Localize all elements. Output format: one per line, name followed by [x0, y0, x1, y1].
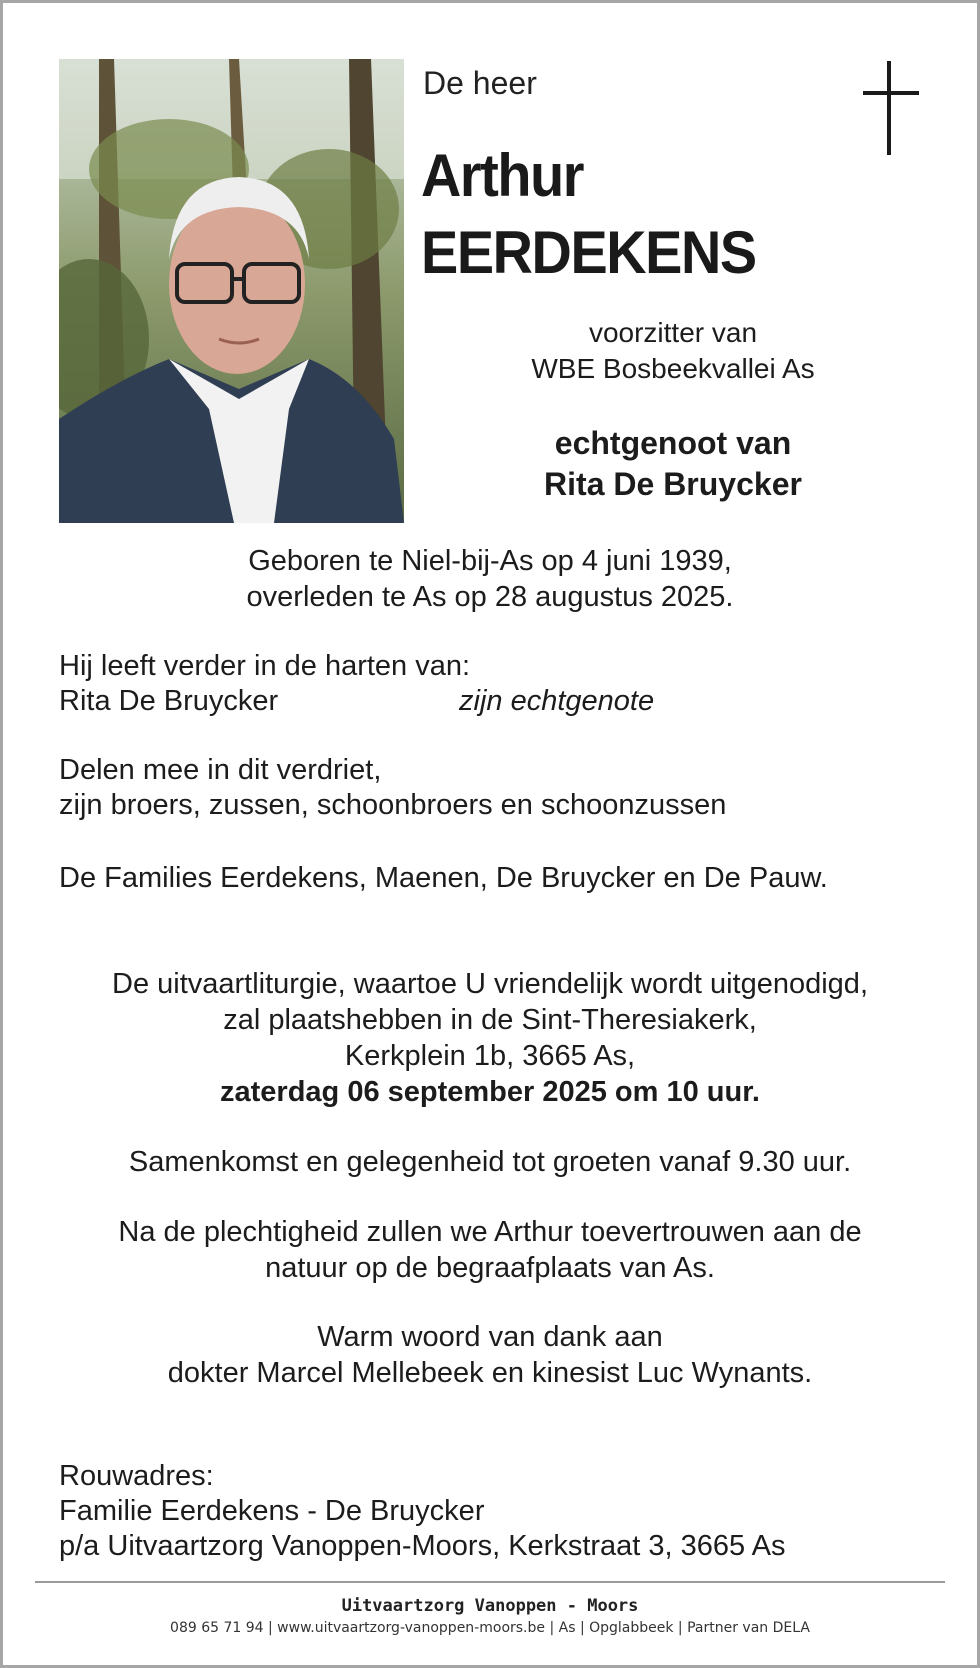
thanks-line: dokter Marcel Mellebeek en kinesist Luc Wynants. [167, 1357, 813, 1389]
share-line: zijn broers, zussen, schoonbroers en schoonzussen [59, 789, 727, 821]
burial-line: natuur op de begraafplaats van As. [265, 1252, 715, 1284]
last-name: EERDEKENS [421, 219, 756, 286]
address-label: Rouwadres: [59, 1460, 214, 1492]
birth-line: Geboren te Niel-bij-As op 4 juni 1939, [248, 545, 732, 577]
thanks-block [3, 1319, 977, 1391]
salutation: De heer [423, 65, 537, 101]
address-line: Familie Eerdekens - De Bruycker [59, 1495, 485, 1527]
ceremony-datetime: zaterdag 06 september 2025 om 10 uur. [220, 1076, 760, 1108]
birth-death-block [3, 543, 977, 615]
share-line: Delen mee in dit verdriet, [59, 754, 382, 786]
footer-divider [35, 1581, 945, 1583]
footer-company: Uitvaartzorg Vanoppen - Moors [341, 1596, 639, 1616]
survivors-block [59, 649, 655, 719]
death-line: overleden te As op 28 augustus 2025. [246, 581, 734, 613]
role-line: voorzitter van [588, 317, 758, 348]
survivor-name: Rita De Bruycker [59, 685, 279, 717]
role-block [423, 315, 923, 387]
address-line: p/a Uitvaartzorg Vanoppen-Moors, Kerkstraat 3, 3665 As [59, 1530, 786, 1562]
role-line: WBE Bosbeekvallei As [531, 353, 815, 384]
families-line: De Families Eerdekens, Maenen, De Bruycker en De Pauw. [59, 862, 828, 894]
ceremony-line: Kerkplein 1b, 3665 As, [344, 1040, 636, 1072]
survivor-relation: zijn echtgenote [459, 685, 655, 717]
ceremony-line: zal plaatshebben in de Sint-Theresiakerk, [223, 1004, 757, 1036]
footer-contact: 089 65 71 94 | www.uitvaartzorg-vanoppen-moors.be | As | Opglabbeek | Partner van DELA [170, 1620, 810, 1636]
survivors-intro: Hij leeft verder in de harten van: [59, 650, 471, 682]
portrait-photo [59, 59, 404, 523]
spouse-line: echtgenoot van [554, 425, 792, 461]
burial-line: Na de plechtigheid zullen we Arthur toevertrouwen aan de [118, 1216, 862, 1248]
ceremony-line: De uitvaartliturgie, waartoe U vriendelijk wordt uitgenodigd, [112, 968, 868, 1000]
mourning-address [59, 1459, 785, 1564]
ceremony-block [3, 966, 977, 1110]
cross-icon [863, 61, 919, 160]
spouse-line: Rita De Bruycker [544, 466, 802, 502]
spouse-block [423, 423, 923, 505]
first-name: Arthur [421, 142, 584, 209]
survivor-row [59, 684, 655, 719]
gathering-line: Samenkomst en gelegenheid tot groeten vanaf 9.30 uur. [128, 1146, 852, 1178]
burial-block [3, 1214, 977, 1286]
thanks-line: Warm woord van dank aan [317, 1321, 663, 1353]
share-block [59, 753, 726, 823]
